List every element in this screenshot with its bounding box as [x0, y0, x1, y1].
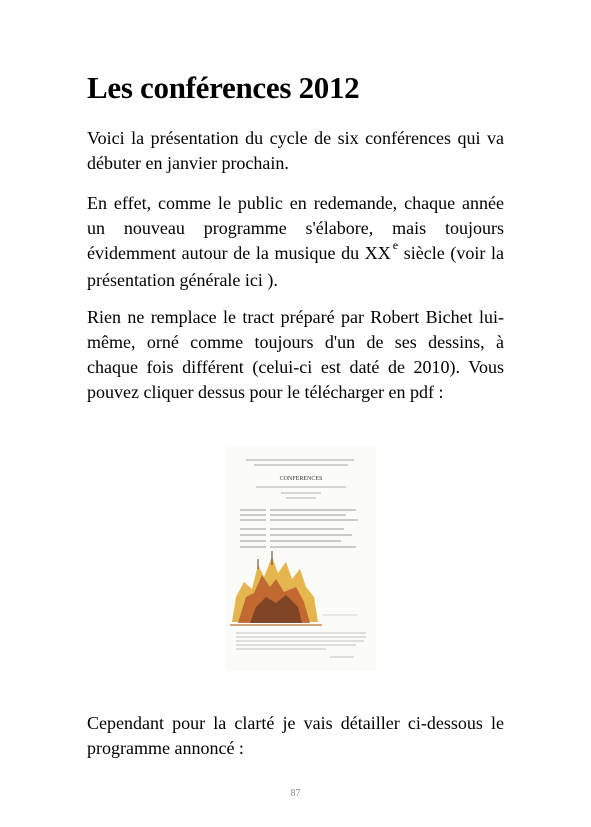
flyer-paragraph: Rien ne remplace le tract préparé par Robert Bichet lui-même, orné comme toujours d'un de ses dessins, à chaque fois différent (celui-ci est daté de 2010). Vous pouvez cliquer dessus pour le télécharger en pdf :	[87, 307, 504, 402]
page-number: 87	[290, 788, 301, 799]
page-title: Les conférences 2012	[87, 70, 360, 105]
context-text-end: siècle (voir la présentation générale ici ).	[87, 243, 504, 290]
conference-flyer-image[interactable]	[226, 447, 376, 671]
century-superscript: e	[392, 238, 399, 252]
context-text: En effet, comme le public en redemande, chaque année un nouveau programme s'élabore, mais toujours évidemment autour de la musique du XX	[87, 193, 504, 263]
program-intro-paragraph: Cependant pour la clarté je vais détailler ci-dessous le programme annoncé :	[87, 713, 504, 758]
intro-paragraph: Voici la présentation du cycle de six conférences qui va débuter en janvier prochain.	[87, 128, 504, 173]
flyer-heading: CONFERENCES	[279, 476, 323, 482]
context-paragraph	[87, 191, 504, 293]
